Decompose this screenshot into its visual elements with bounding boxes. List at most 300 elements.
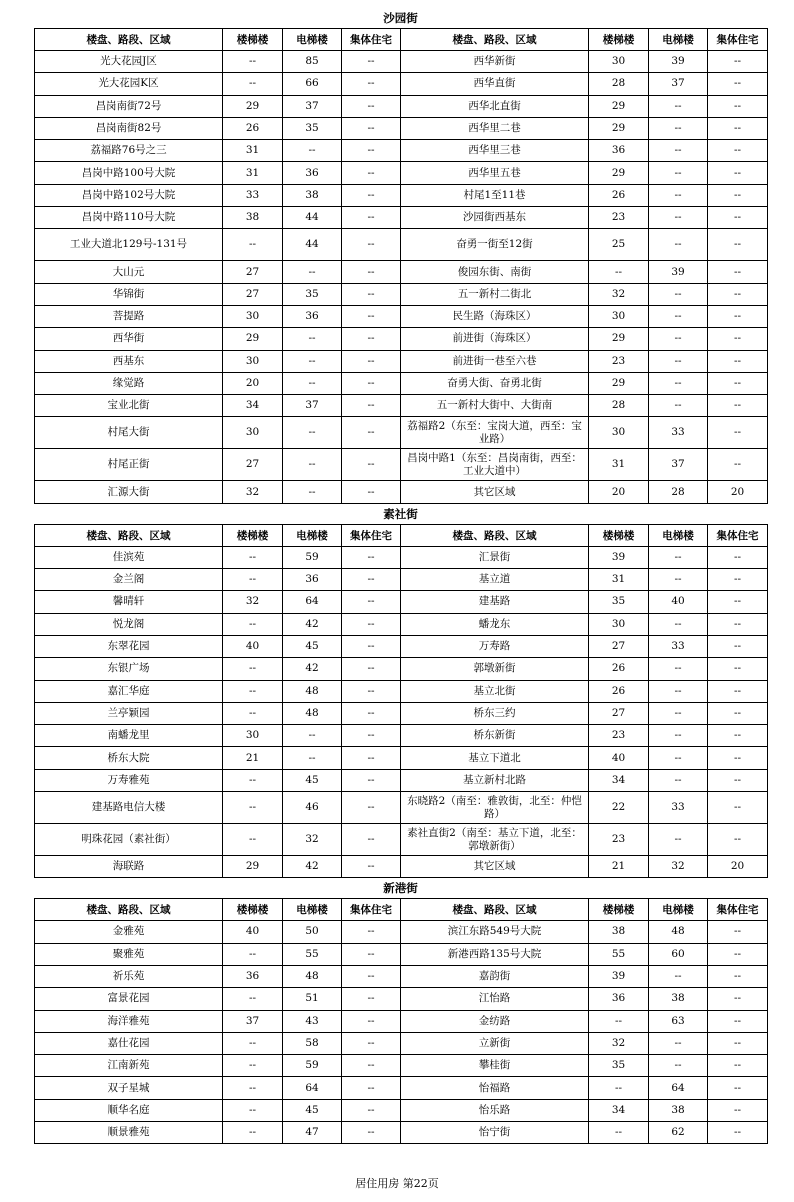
table-cell: -- (649, 1032, 708, 1054)
table-cell: 42 (283, 658, 342, 680)
table-cell: 西华里二巷 (401, 117, 589, 139)
table-row (35, 481, 768, 503)
table-cell: 20 (589, 481, 649, 503)
table-cell: -- (342, 792, 401, 824)
table-cell: -- (223, 569, 283, 591)
table-cell: -- (342, 747, 401, 769)
table-cell: -- (708, 350, 768, 372)
table-cell: -- (342, 395, 401, 417)
table-cell: -- (708, 680, 768, 702)
table-cell: 20 (223, 372, 283, 394)
table-cell: 48 (283, 965, 342, 987)
table-cell: -- (708, 1121, 768, 1143)
table-cell: -- (223, 792, 283, 824)
table-cell: 海洋雅苑 (35, 1010, 223, 1032)
table-row (35, 1055, 768, 1077)
table-cell: 光大花园K区 (35, 73, 223, 95)
table-cell: 27 (589, 635, 649, 657)
table-cell: 38 (223, 207, 283, 229)
column-header: 楼盘、路段、区域 (35, 29, 223, 51)
table-cell: -- (342, 943, 401, 965)
table-cell: -- (342, 702, 401, 724)
table-cell: 36 (223, 965, 283, 987)
table-cell: -- (223, 1121, 283, 1143)
table-cell: -- (342, 680, 401, 702)
table-row (35, 921, 768, 943)
table-cell: -- (342, 117, 401, 139)
table-cell: 万寿雅苑 (35, 769, 223, 791)
column-header: 电梯楼 (283, 524, 342, 546)
table-row (35, 229, 768, 261)
table-cell: -- (649, 569, 708, 591)
table-cell: 26 (589, 658, 649, 680)
table-cell: 桥东三约 (401, 702, 589, 724)
table-cell: 奋勇一街至12街 (401, 229, 589, 261)
table-cell: 40 (223, 635, 283, 657)
table-cell: 45 (283, 769, 342, 791)
table-cell: 怡福路 (401, 1077, 589, 1099)
table-cell: 44 (283, 229, 342, 261)
table-cell: 菩提路 (35, 305, 223, 327)
table-cell: -- (708, 140, 768, 162)
column-header: 楼梯楼 (589, 899, 649, 921)
table-cell: 29 (589, 328, 649, 350)
table-cell: 东晓路2（南至：雅敦街，北至：仲恺路） (401, 792, 589, 824)
table-cell: 64 (283, 1077, 342, 1099)
table-cell: -- (649, 283, 708, 305)
column-header: 电梯楼 (283, 29, 342, 51)
table-cell: 南蟠龙里 (35, 725, 223, 747)
table-cell: 36 (283, 305, 342, 327)
table-cell: -- (649, 305, 708, 327)
table-cell: 51 (283, 988, 342, 1010)
table-row (35, 635, 768, 657)
table-cell: -- (342, 328, 401, 350)
table-cell: 西华直街 (401, 73, 589, 95)
table-cell: -- (708, 702, 768, 724)
table-cell: 华锦街 (35, 283, 223, 305)
table-cell: 西华北直街 (401, 95, 589, 117)
table-row (35, 1121, 768, 1143)
section-title: 新港街 (383, 881, 418, 896)
table-cell: -- (649, 725, 708, 747)
table-cell: -- (649, 613, 708, 635)
table-cell: -- (649, 229, 708, 261)
table-cell: 26 (223, 117, 283, 139)
table-cell: -- (342, 261, 401, 283)
table-cell: -- (342, 481, 401, 503)
table-cell: 29 (589, 162, 649, 184)
table-cell: 47 (283, 1121, 342, 1143)
table-cell: 26 (589, 680, 649, 702)
table-cell: -- (342, 1077, 401, 1099)
table-cell: 村尾正街 (35, 449, 223, 481)
table-row (35, 207, 768, 229)
table-cell: 五一新村二街北 (401, 283, 589, 305)
table-cell: 立新街 (401, 1032, 589, 1054)
table-cell: 39 (589, 546, 649, 568)
table-cell: -- (223, 229, 283, 261)
table-cell: 金兰阁 (35, 569, 223, 591)
table-cell: -- (649, 1055, 708, 1077)
table-row (35, 943, 768, 965)
table-cell: 22 (589, 792, 649, 824)
table-cell: -- (708, 395, 768, 417)
table-row (35, 283, 768, 305)
table-row (35, 569, 768, 591)
table-row (35, 658, 768, 680)
price-table (34, 898, 768, 1144)
table-cell: 村尾大街 (35, 417, 223, 449)
table-cell: -- (708, 635, 768, 657)
column-header: 楼梯楼 (223, 524, 283, 546)
table-cell: -- (708, 569, 768, 591)
table-cell: -- (708, 1099, 768, 1121)
table-cell: 聚雅苑 (35, 943, 223, 965)
table-row (35, 449, 768, 481)
table-cell: 前进街（海珠区） (401, 328, 589, 350)
table-cell: -- (708, 1032, 768, 1054)
table-cell: 29 (589, 372, 649, 394)
table-cell: 30 (589, 51, 649, 73)
section-title: 沙园街 (383, 11, 418, 25)
table-cell: 光大花园J区 (35, 51, 223, 73)
table-cell: -- (589, 1077, 649, 1099)
table-cell: -- (223, 1055, 283, 1077)
table-cell: -- (342, 305, 401, 327)
table-cell: -- (649, 965, 708, 987)
table-cell: -- (708, 73, 768, 95)
table-row (35, 546, 768, 568)
table-cell: -- (708, 988, 768, 1010)
table-cell: 31 (589, 449, 649, 481)
section-title: 素社街 (383, 506, 418, 521)
table-row (35, 988, 768, 1010)
table-cell: -- (342, 725, 401, 747)
table-cell: 建基路电信大楼 (35, 792, 223, 824)
table-cell: 其它区域 (401, 856, 589, 878)
table-cell: 37 (283, 95, 342, 117)
table-cell: -- (223, 658, 283, 680)
table-cell: 明珠花园（素社街） (35, 824, 223, 856)
table-cell: 48 (649, 921, 708, 943)
table-cell: 俊园东街、南街 (401, 261, 589, 283)
table-cell: 34 (589, 1099, 649, 1121)
table-cell: 32 (589, 1032, 649, 1054)
table-cell: -- (342, 1055, 401, 1077)
table-cell: -- (708, 546, 768, 568)
table-cell: -- (342, 162, 401, 184)
table-cell: -- (342, 824, 401, 856)
table-cell: 27 (223, 261, 283, 283)
table-cell: -- (708, 328, 768, 350)
table-cell: -- (708, 769, 768, 791)
table-cell: 29 (589, 117, 649, 139)
table-cell: 基立新村北路 (401, 769, 589, 791)
table-cell: 35 (589, 1055, 649, 1077)
table-cell: 西华街 (35, 328, 223, 350)
table-cell: 33 (649, 417, 708, 449)
table-cell: 汇源大街 (35, 481, 223, 503)
table-cell: 45 (283, 635, 342, 657)
column-header: 集体住宅 (708, 899, 768, 921)
table-cell: 40 (223, 921, 283, 943)
table-cell: 素社直街2（南至：基立下道，北至：郭墩新街） (401, 824, 589, 856)
table-cell: 西华新街 (401, 51, 589, 73)
table-cell: 23 (589, 725, 649, 747)
table-cell: 东银广场 (35, 658, 223, 680)
table-cell: -- (708, 792, 768, 824)
table-cell: -- (649, 140, 708, 162)
table-cell: -- (342, 73, 401, 95)
table-cell: -- (708, 184, 768, 206)
table-cell: -- (342, 569, 401, 591)
table-cell: -- (223, 988, 283, 1010)
table-cell: 38 (283, 184, 342, 206)
table-cell: -- (342, 769, 401, 791)
table-cell: -- (649, 658, 708, 680)
table-cell: -- (708, 921, 768, 943)
table-row (35, 1032, 768, 1054)
column-header: 电梯楼 (649, 29, 708, 51)
table-cell: -- (649, 372, 708, 394)
table-cell: -- (342, 921, 401, 943)
table-cell: 39 (589, 965, 649, 987)
table-cell: -- (342, 417, 401, 449)
table-cell: -- (649, 680, 708, 702)
column-header: 电梯楼 (649, 524, 708, 546)
table-cell: -- (649, 769, 708, 791)
table-cell: -- (708, 207, 768, 229)
table-cell: 58 (283, 1032, 342, 1054)
table-cell: -- (708, 95, 768, 117)
table-cell: -- (223, 943, 283, 965)
table-cell: 佳滨苑 (35, 546, 223, 568)
table-row (35, 824, 768, 856)
table-cell: -- (283, 261, 342, 283)
column-header: 楼梯楼 (223, 899, 283, 921)
table-cell: -- (649, 747, 708, 769)
table-cell: 30 (223, 305, 283, 327)
table-cell: -- (283, 449, 342, 481)
table-cell: 荔福路76号之三 (35, 140, 223, 162)
table-cell: 39 (649, 51, 708, 73)
table-cell: 31 (223, 162, 283, 184)
table-cell: 55 (589, 943, 649, 965)
table-cell: -- (223, 546, 283, 568)
table-cell: 宝业北街 (35, 395, 223, 417)
footer-label: 居住用房 (355, 1177, 400, 1190)
table-cell: -- (342, 449, 401, 481)
table-cell: -- (223, 769, 283, 791)
table-cell: -- (649, 117, 708, 139)
table-cell: 昌岗中路102号大院 (35, 184, 223, 206)
column-header: 楼盘、路段、区域 (401, 524, 589, 546)
column-header: 楼梯楼 (589, 29, 649, 51)
table-row (35, 747, 768, 769)
table-cell: -- (649, 207, 708, 229)
table-cell: 工业大道北129号-131号 (35, 229, 223, 261)
table-row (35, 591, 768, 613)
table-cell: -- (708, 1010, 768, 1032)
table-cell: 26 (589, 184, 649, 206)
table-cell: 五一新村大街中、大街南 (401, 395, 589, 417)
table-cell: 62 (649, 1121, 708, 1143)
table-cell: -- (342, 184, 401, 206)
column-header: 楼盘、路段、区域 (35, 899, 223, 921)
table-cell: -- (342, 546, 401, 568)
table-cell: -- (283, 725, 342, 747)
table-cell: -- (708, 417, 768, 449)
table-cell: 36 (589, 988, 649, 1010)
table-cell: 攀桂街 (401, 1055, 589, 1077)
table-cell: 32 (223, 481, 283, 503)
table-cell: -- (589, 1010, 649, 1032)
table-row (35, 117, 768, 139)
table-cell: 西华里五巷 (401, 162, 589, 184)
table-cell: 昌岗南街72号 (35, 95, 223, 117)
table-cell: 37 (283, 395, 342, 417)
table-cell: 23 (589, 207, 649, 229)
table-cell: 兰亭颖园 (35, 702, 223, 724)
table-cell: 民生路（海珠区） (401, 305, 589, 327)
table-cell: 37 (649, 73, 708, 95)
table-cell: 嘉仕花园 (35, 1032, 223, 1054)
table-cell: 60 (649, 943, 708, 965)
table-cell: -- (342, 372, 401, 394)
table-cell: 37 (223, 1010, 283, 1032)
table-cell: -- (708, 51, 768, 73)
table-cell: 40 (589, 747, 649, 769)
table-cell: -- (342, 1010, 401, 1032)
table-cell: -- (342, 207, 401, 229)
table-cell: -- (649, 546, 708, 568)
table-cell: 35 (283, 283, 342, 305)
table-cell: 东翠花园 (35, 635, 223, 657)
table-cell: -- (649, 350, 708, 372)
table-cell: 25 (589, 229, 649, 261)
table-cell: 荔福路2（东至：宝岗大道，西至：宝业路） (401, 417, 589, 449)
table-row (35, 162, 768, 184)
column-header: 楼盘、路段、区域 (401, 899, 589, 921)
table-cell: 21 (223, 747, 283, 769)
table-cell: 34 (223, 395, 283, 417)
table-cell: 双子星城 (35, 1077, 223, 1099)
column-header: 楼梯楼 (223, 29, 283, 51)
table-cell: -- (342, 350, 401, 372)
table-cell: -- (708, 965, 768, 987)
table-cell: 奋勇大街、奋勇北街 (401, 372, 589, 394)
table-cell: 沙园街西基东 (401, 207, 589, 229)
table-cell: 滨江东路549号大院 (401, 921, 589, 943)
table-cell: -- (223, 51, 283, 73)
table-cell: -- (342, 856, 401, 878)
table-row (35, 613, 768, 635)
table-cell: 桥东大院 (35, 747, 223, 769)
table-cell: 36 (589, 140, 649, 162)
document-body (34, 8, 767, 1144)
table-cell: -- (649, 395, 708, 417)
table-cell: 桥东新街 (401, 725, 589, 747)
table-cell: -- (708, 943, 768, 965)
table-cell: 29 (223, 95, 283, 117)
table-cell: 30 (223, 725, 283, 747)
table-cell: -- (342, 51, 401, 73)
column-header: 集体住宅 (708, 524, 768, 546)
column-header: 电梯楼 (283, 899, 342, 921)
table-cell: 建基路 (401, 591, 589, 613)
table-cell: 顺华名庭 (35, 1099, 223, 1121)
table-cell: -- (708, 824, 768, 856)
table-cell: -- (708, 747, 768, 769)
table-row (35, 73, 768, 95)
table-cell: 嘉韵街 (401, 965, 589, 987)
table-cell: 48 (283, 680, 342, 702)
table-cell: -- (223, 1032, 283, 1054)
table-cell: 21 (589, 856, 649, 878)
column-header: 楼盘、路段、区域 (401, 29, 589, 51)
table-cell: -- (708, 372, 768, 394)
table-cell: 馨晴轩 (35, 591, 223, 613)
table-cell: -- (649, 702, 708, 724)
table-cell: 江南新苑 (35, 1055, 223, 1077)
table-cell: 42 (283, 613, 342, 635)
table-cell: 30 (223, 417, 283, 449)
column-header: 集体住宅 (708, 29, 768, 51)
table-cell: 村尾1至11巷 (401, 184, 589, 206)
table-cell: 29 (223, 856, 283, 878)
table-row (35, 140, 768, 162)
table-cell: 44 (283, 207, 342, 229)
table-cell: 20 (708, 856, 768, 878)
table-cell: 23 (589, 350, 649, 372)
table-cell: 大山元 (35, 261, 223, 283)
table-cell: -- (649, 328, 708, 350)
table-cell: -- (589, 1121, 649, 1143)
table-row (35, 1099, 768, 1121)
table-cell: 汇景街 (401, 546, 589, 568)
table-cell: 悦龙阁 (35, 613, 223, 635)
table-row (35, 725, 768, 747)
table-cell: 顺景雅苑 (35, 1121, 223, 1143)
table-cell: -- (342, 1099, 401, 1121)
table-cell: -- (283, 372, 342, 394)
table-cell: 嘉汇华庭 (35, 680, 223, 702)
table-cell: 55 (283, 943, 342, 965)
column-header: 集体住宅 (342, 899, 401, 921)
table-cell: 35 (283, 117, 342, 139)
table-cell: 昌岗中路110号大院 (35, 207, 223, 229)
price-table (34, 524, 768, 879)
table-row (35, 395, 768, 417)
table-cell: 38 (649, 988, 708, 1010)
table-cell: -- (342, 1121, 401, 1143)
table-cell: 43 (283, 1010, 342, 1032)
table-cell: 23 (589, 824, 649, 856)
table-cell: 海联路 (35, 856, 223, 878)
table-cell: -- (649, 95, 708, 117)
table-cell: 30 (589, 613, 649, 635)
table-cell: 59 (283, 546, 342, 568)
table-cell: 64 (649, 1077, 708, 1099)
table-cell: 新港西路135号大院 (401, 943, 589, 965)
table-cell: -- (708, 305, 768, 327)
table-row (35, 184, 768, 206)
column-header: 电梯楼 (649, 899, 708, 921)
table-cell: 33 (649, 792, 708, 824)
table-row (35, 792, 768, 824)
table-cell: -- (708, 1077, 768, 1099)
